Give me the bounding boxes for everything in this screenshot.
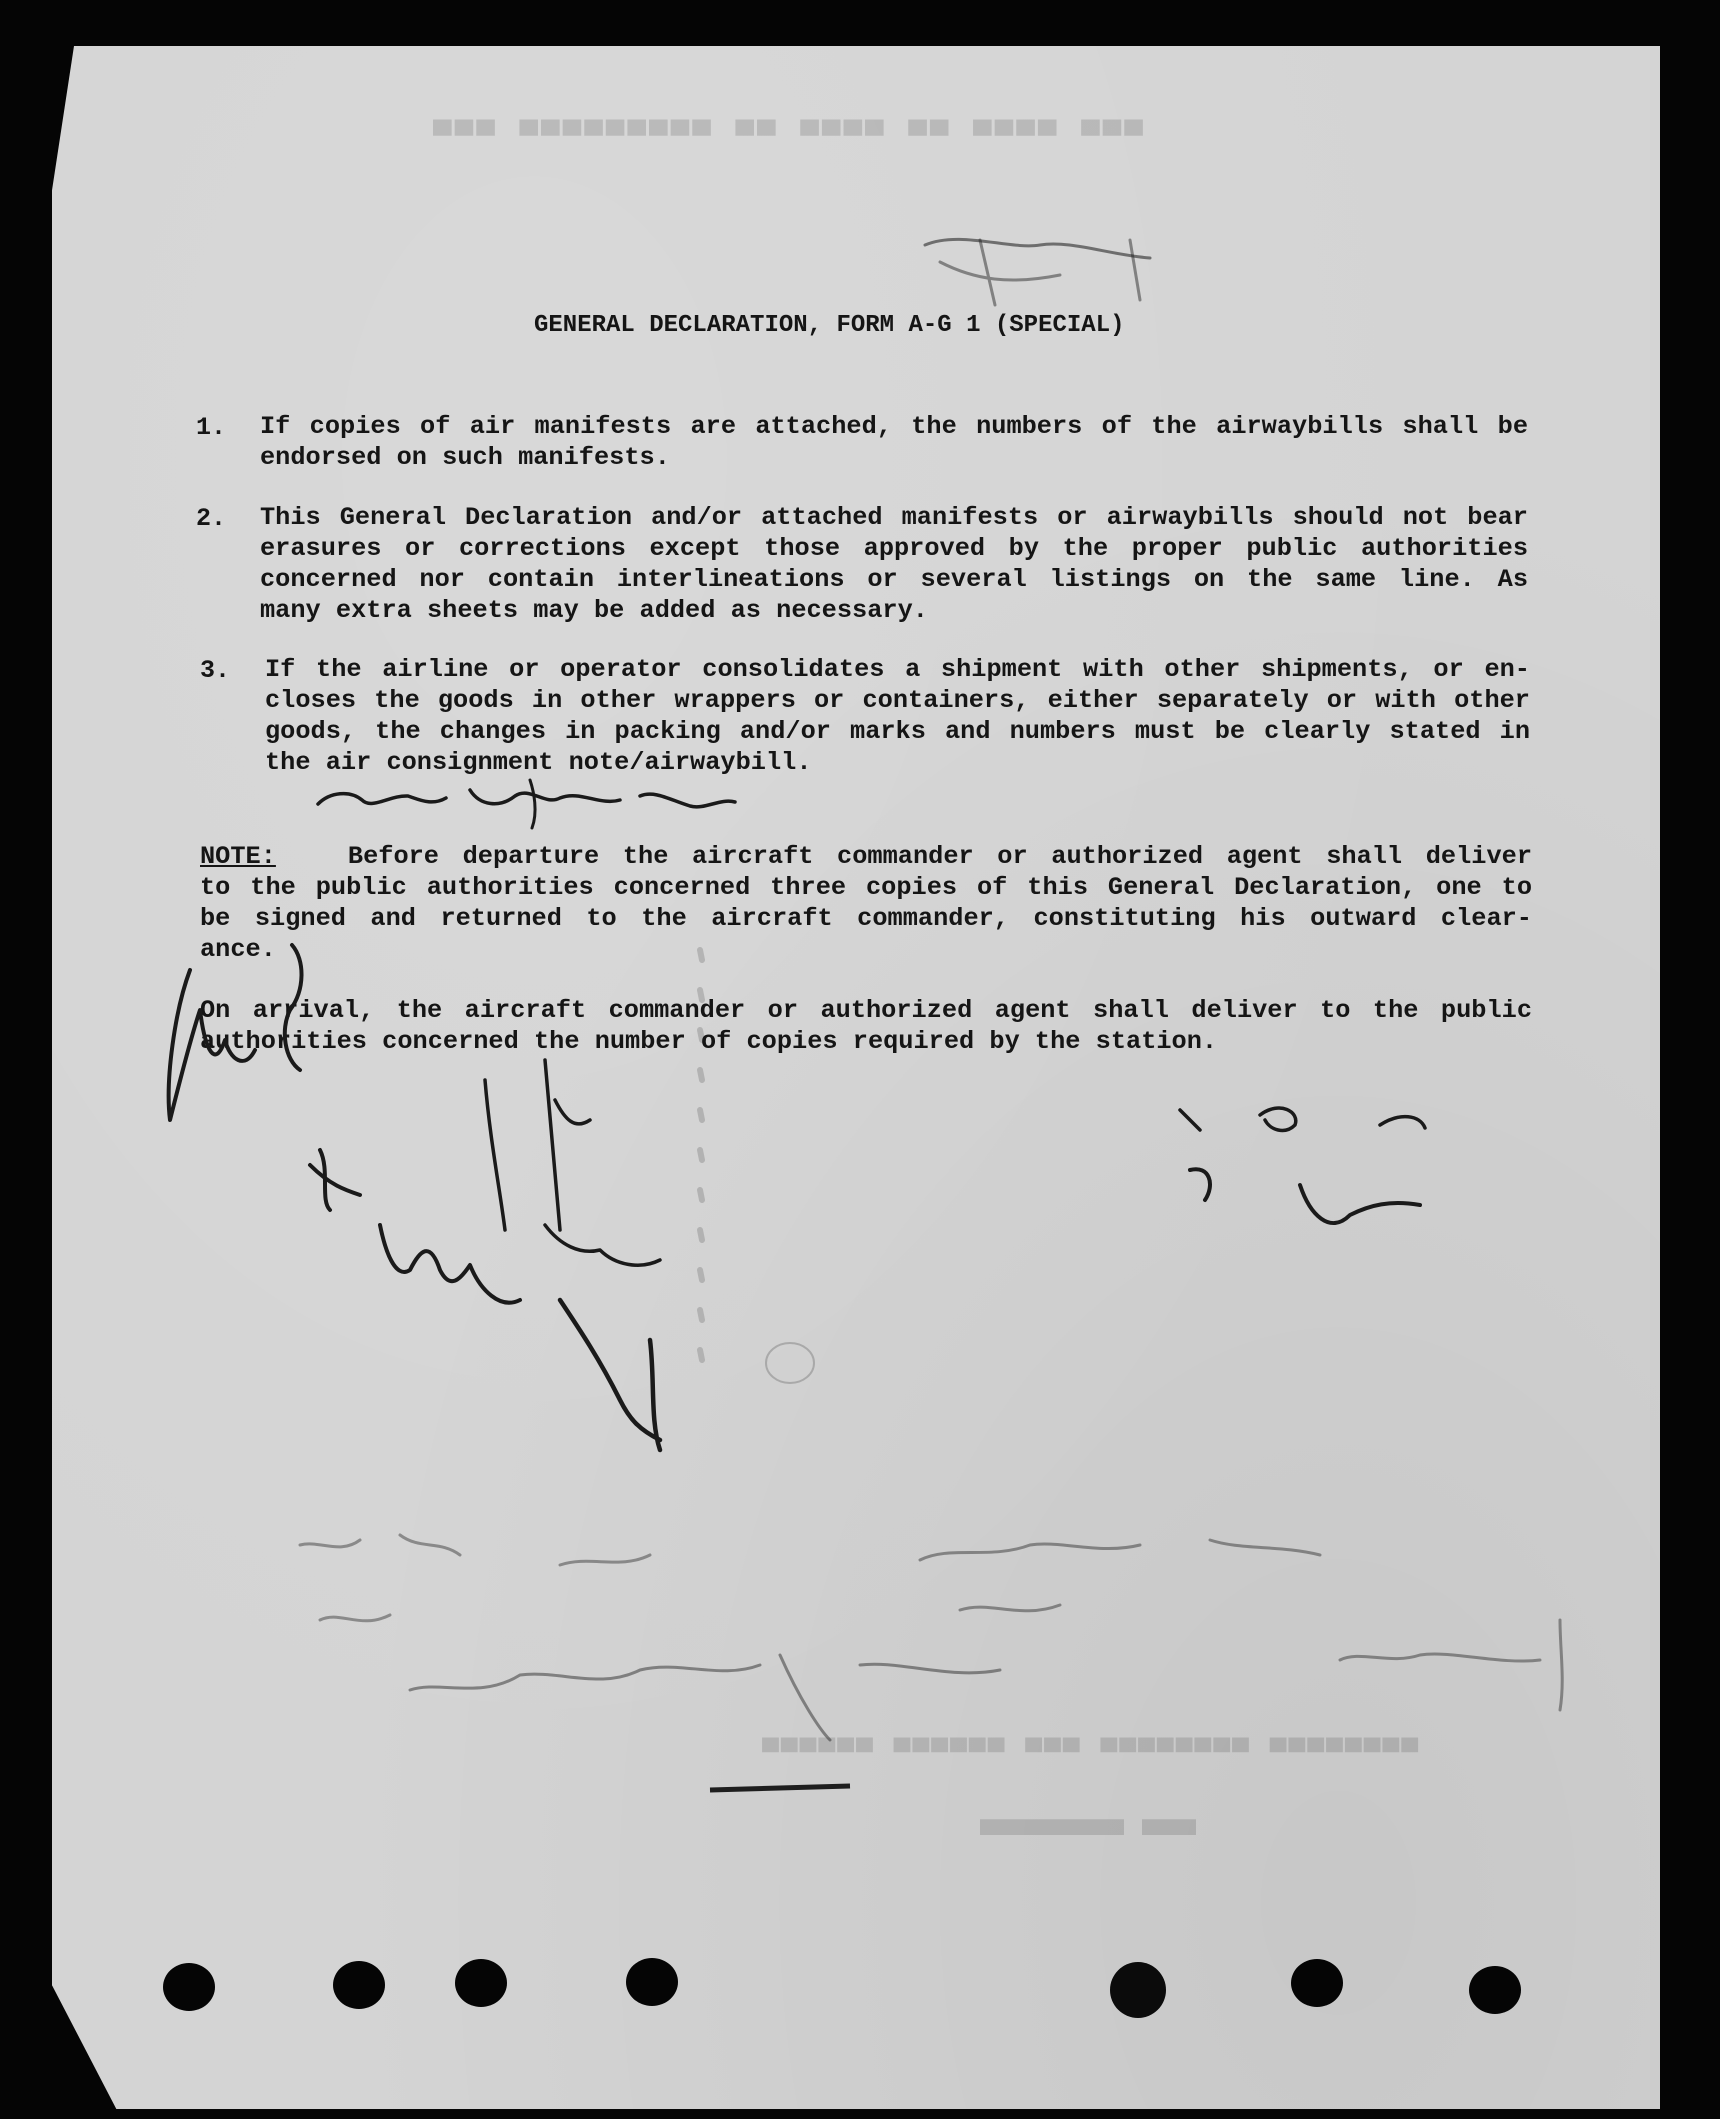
item-text-line: endorsed on such manifests. (260, 443, 670, 472)
item-text-line: If the airline or operator consolidates a shipment with other shipments, or en- (265, 655, 1530, 684)
note-first-line (200, 841, 1532, 872)
note-block (200, 841, 1532, 965)
list-item (265, 654, 1530, 778)
item-number: 3. (200, 656, 231, 685)
note-text-line: Before departure the aircraft commander or authorized agent shall deliver (347, 842, 1532, 871)
note-text-line: ance. (200, 935, 276, 964)
item-text-line: closes the goods in other wrappers or containers, either separately or with other (265, 686, 1530, 715)
punch-hole (1291, 1959, 1343, 2007)
note-text-line: to the public authorities concerned three copies of this General Declaration, one to (200, 873, 1532, 902)
item-text-line: concerned nor contain interlineations or several listings on the same line. As (260, 565, 1528, 594)
punch-hole (455, 1959, 507, 2007)
item-number: 2. (196, 504, 227, 533)
paper-sheet (52, 46, 1660, 2109)
arrival-text-line: authorities concerned the number of copies required by the station. (200, 1027, 1218, 1056)
item-text-line: This General Declaration and/or attached manifests or airwaybills should not bear (260, 503, 1528, 532)
page-title: GENERAL DECLARATION, FORM A-G 1 (SPECIAL) (534, 312, 1125, 339)
item-text-line: goods, the changes in packing and/or marks and numbers must be clearly stated in (265, 717, 1530, 746)
note-label: NOTE: (200, 842, 276, 871)
punch-hole (626, 1958, 678, 2006)
punch-hole (163, 1963, 215, 2011)
item-text-line: many extra sheets may be added as necessary. (260, 596, 928, 625)
arrival-block (200, 995, 1532, 1057)
item-text-line: erasures or corrections except those approved by the proper public authorities (260, 534, 1528, 563)
list-item (260, 502, 1528, 626)
note-text-line: be signed and returned to the aircraft commander, constituting his outward clear- (200, 904, 1532, 933)
arrival-text-line: On arrival, the aircraft commander or authorized agent shall deliver to the public (200, 996, 1532, 1025)
punch-hole (1469, 1966, 1521, 2014)
list-item (260, 411, 1528, 473)
item-text-line: the air consignment note/airwaybill. (265, 748, 812, 777)
item-number: 1. (196, 413, 227, 442)
item-text-line: If copies of air manifests are attached, the numbers of the airwaybills shall be (260, 412, 1528, 441)
punch-hole (333, 1961, 385, 2009)
punch-hole (1110, 1962, 1166, 2018)
